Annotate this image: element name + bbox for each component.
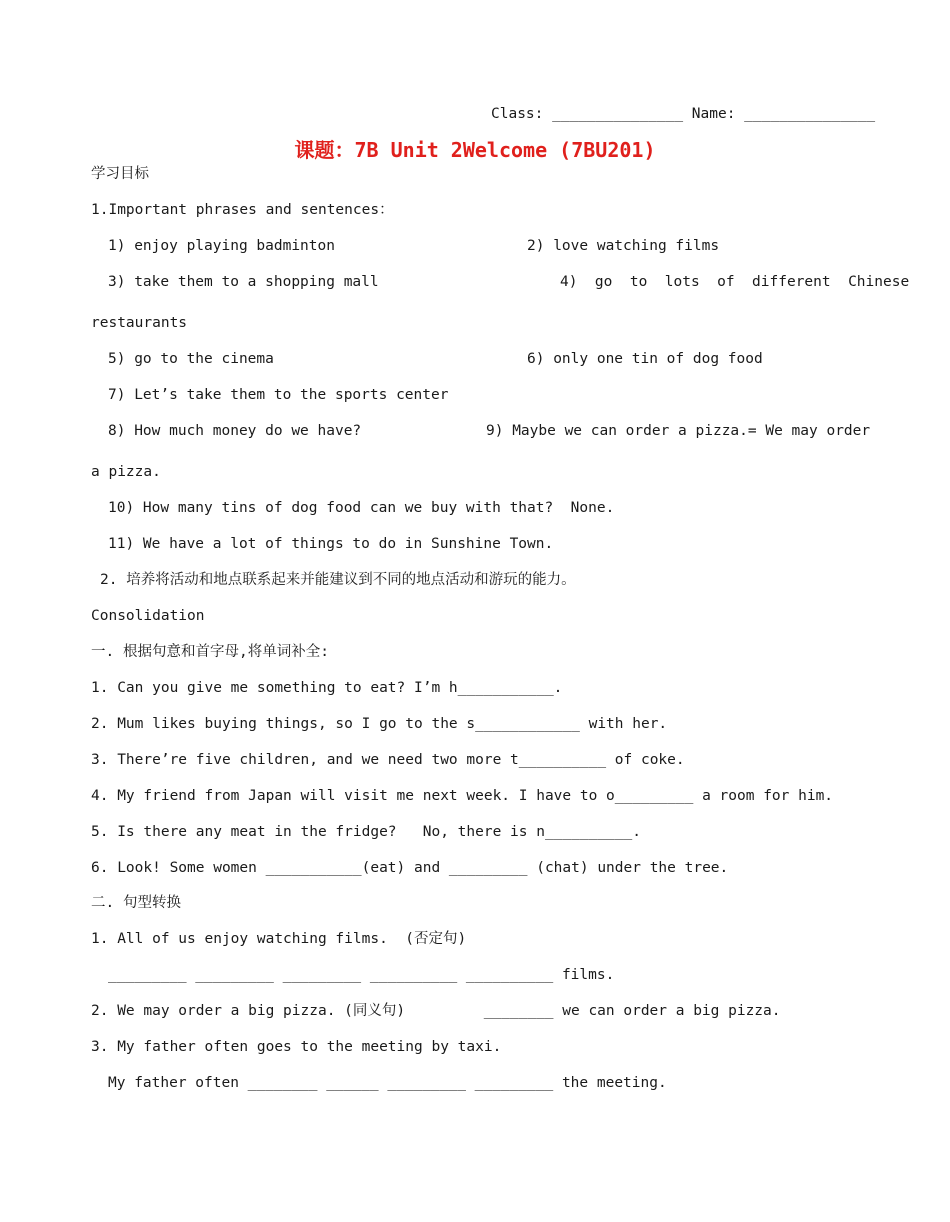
phrase-9: 9) Maybe we can order a pizza.= We may order: [486, 423, 871, 439]
phrase-2: 2) love watching films: [527, 238, 720, 254]
page-title: 课题：7B Unit 2Welcome (7BU201): [294, 138, 656, 162]
transform-3: 3. My father often goes to the meeting by taxi.: [91, 1039, 502, 1055]
transform-2: 2. We may order a big pizza. (同义句) ________ we can order a big pizza.: [91, 1003, 781, 1019]
phrase-6: 6) only one tin of dog food: [527, 351, 763, 367]
phrase-10: 10) How many tins of dog food can we buy with that? None.: [108, 500, 615, 516]
transform-1-answer: _________ _________ _________ __________ __________ films.: [108, 967, 615, 983]
question-1: 1. Can you give me something to eat? I’m h___________.: [91, 680, 563, 696]
question-2: 2. Mum likes buying things, so I go to the s____________ with her.: [91, 716, 668, 732]
phrase-1: 1) enjoy playing badminton: [108, 238, 335, 254]
phrase-4: 4) go to lots of different Chinese: [560, 274, 910, 290]
part-2-heading: 二. 句型转换: [91, 895, 181, 911]
phrase-9-continued: a pizza.: [91, 464, 161, 480]
phrase-5: 5) go to the cinema: [108, 351, 274, 367]
class-name-line: Class: _______________ Name: _______________: [491, 106, 876, 122]
question-4: 4. My friend from Japan will visit me next week. I have to o_________ a room for him.: [91, 788, 834, 804]
transform-1: 1. All of us enjoy watching films. (否定句): [91, 931, 467, 947]
phrase-3: 3) take them to a shopping mall: [108, 274, 379, 290]
question-5: 5. Is there any meat in the fridge? No, there is n__________.: [91, 824, 641, 840]
phrase-4-continued: restaurants: [91, 315, 188, 331]
goal-item-1: 1.Important phrases and sentences：: [91, 202, 394, 218]
part-1-heading: 一. 根据句意和首字母,将单词补全:: [91, 644, 329, 660]
transform-3-answer: My father often ________ ______ _________ _________ the meeting.: [108, 1075, 667, 1091]
phrase-7: 7) Let’s take them to the sports center: [108, 387, 449, 403]
question-3: 3. There’re five children, and we need two more t__________ of coke.: [91, 752, 685, 768]
question-6: 6. Look! Some women ___________(eat) and _________ (chat) under the tree.: [91, 860, 729, 876]
goal-item-2: 2. 培养将活动和地点联系起来并能建议到不同的地点活动和游玩的能力。: [100, 572, 576, 588]
phrase-8: 8) How much money do we have?: [108, 423, 362, 439]
consolidation-heading: Consolidation: [91, 608, 205, 624]
goals-heading: 学习目标: [91, 166, 149, 182]
phrase-11: 11) We have a lot of things to do in Sunshine Town.: [108, 536, 554, 552]
